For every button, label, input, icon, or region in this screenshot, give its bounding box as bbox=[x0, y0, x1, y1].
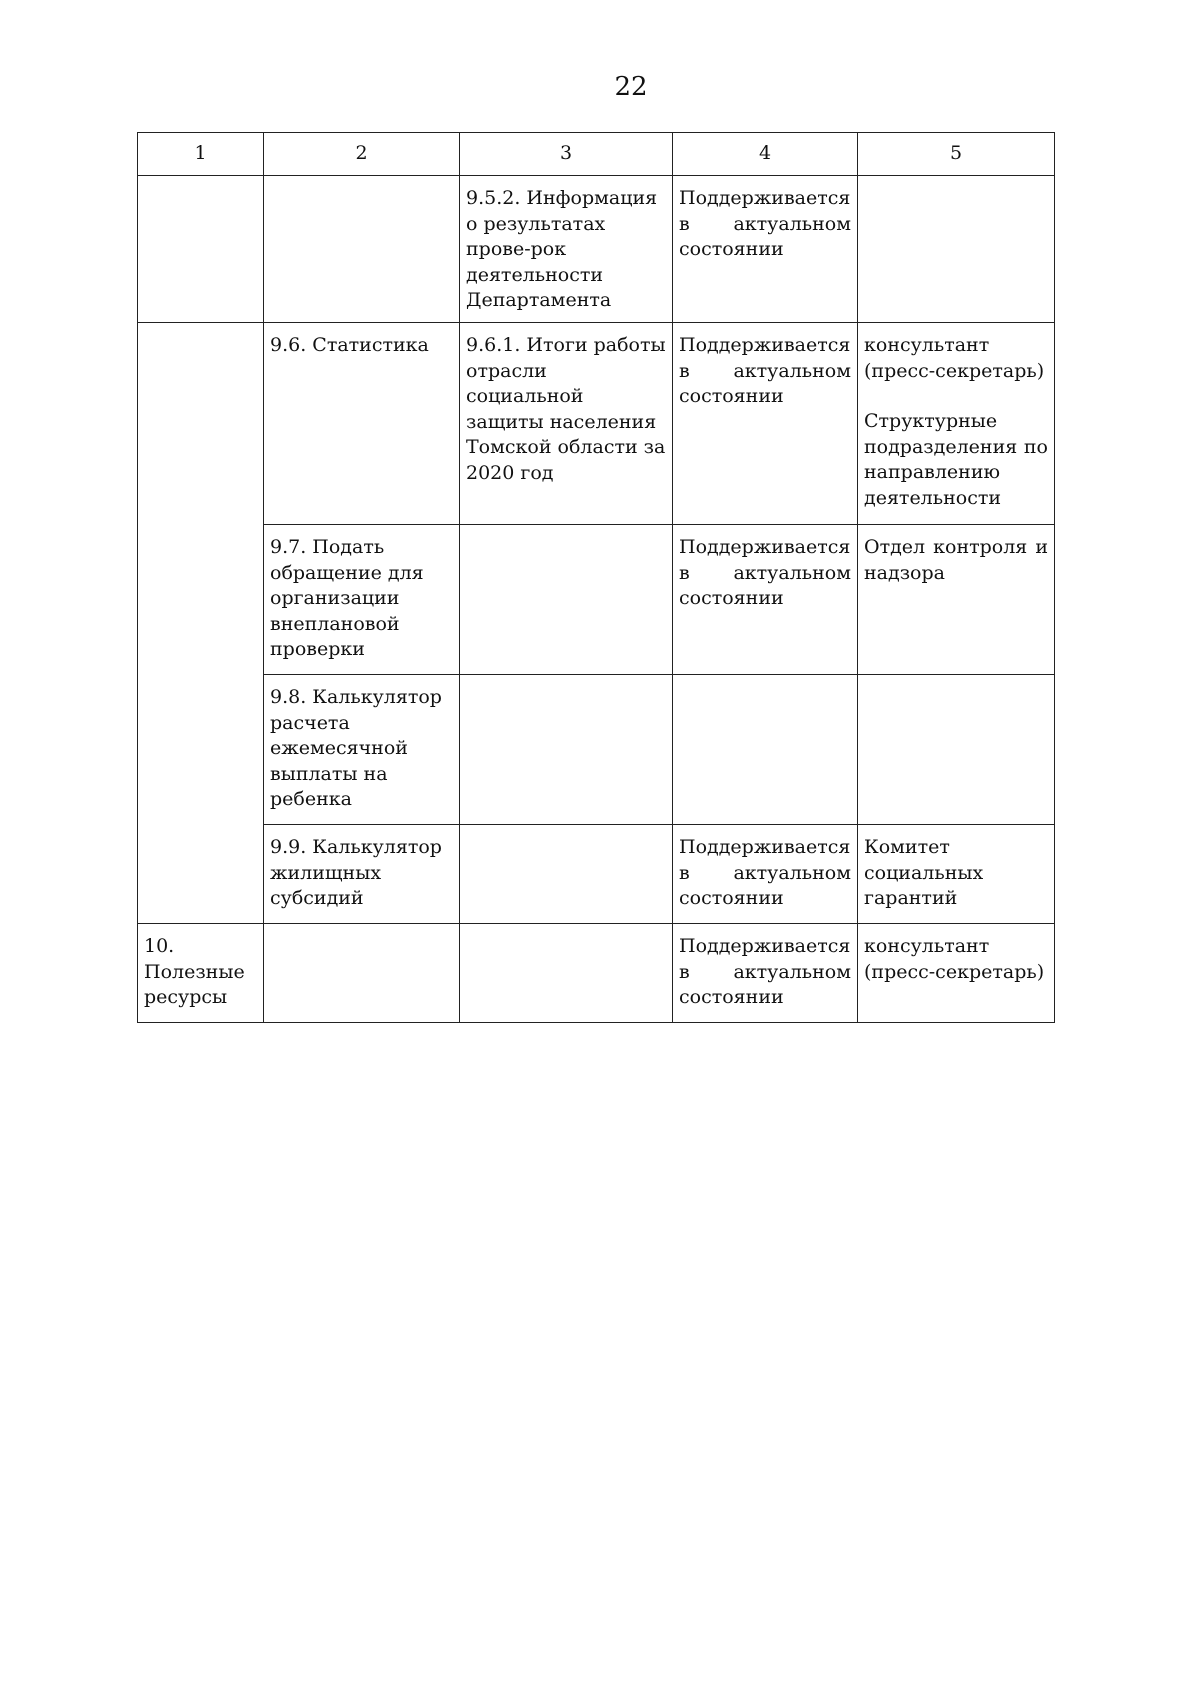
table-header-row bbox=[138, 133, 1055, 176]
paragraph-gap bbox=[864, 384, 1048, 409]
table-cell bbox=[460, 923, 673, 1022]
table-cell bbox=[138, 176, 264, 323]
table-cell: Поддерживается в актуальном состоянии bbox=[673, 824, 858, 923]
table-cell: Отдел контроля и надзора bbox=[858, 524, 1055, 674]
table-cell: 10. Полезные ресурсы bbox=[138, 923, 264, 1022]
page-number: 22 bbox=[614, 72, 648, 102]
table-cell: 9.7. Подать обращение для организации внеплановой проверки bbox=[264, 524, 460, 674]
table-cell: 9.5.2. Информация о результатах прове-рок деятельности Департамента bbox=[460, 176, 673, 323]
responsible-secondary: Структурные подразделения по направлению деятельности bbox=[864, 410, 1048, 509]
responsible-primary: консультант (пресс-секретарь) bbox=[864, 333, 1045, 382]
table-cell bbox=[264, 923, 460, 1022]
table-cell: Поддерживается в актуальном состоянии bbox=[673, 176, 858, 323]
table-cell: консультант (пресс-секретарь) bbox=[858, 923, 1055, 1022]
table-cell bbox=[858, 176, 1055, 323]
table-cell: Поддерживается в актуальном состоянии bbox=[673, 923, 858, 1022]
table-cell bbox=[673, 674, 858, 824]
table-cell: Поддерживается в актуальном состоянии bbox=[673, 322, 858, 524]
table-cell bbox=[858, 674, 1055, 824]
table-cell bbox=[460, 674, 673, 824]
table-row bbox=[138, 524, 1055, 674]
table-cell: Комитет социальных гарантий bbox=[858, 824, 1055, 923]
table-row bbox=[138, 176, 1055, 323]
table-cell bbox=[264, 176, 460, 323]
table-row bbox=[138, 824, 1055, 923]
table-cell: 9.6. Статистика bbox=[264, 322, 460, 524]
table-row bbox=[138, 322, 1055, 524]
data-table bbox=[137, 132, 1055, 1023]
table-cell bbox=[460, 524, 673, 674]
column-header-2: 2 bbox=[264, 133, 460, 176]
table-cell: 9.9. Калькулятор жилищных субсидий bbox=[264, 824, 460, 923]
column-header-1: 1 bbox=[138, 133, 264, 176]
table-cell bbox=[138, 322, 264, 923]
table-row bbox=[138, 674, 1055, 824]
table-cell: 9.6.1. Итоги работы отрасли социальной защиты населения Томской области за 2020 год bbox=[460, 322, 673, 524]
table-row bbox=[138, 923, 1055, 1022]
column-header-3: 3 bbox=[460, 133, 673, 176]
table-cell: 9.8. Калькулятор расчета ежемесячной выплаты на ребенка bbox=[264, 674, 460, 824]
table-cell bbox=[858, 322, 1055, 524]
table-cell: Поддерживается в актуальном состоянии bbox=[673, 524, 858, 674]
table-cell bbox=[460, 824, 673, 923]
column-header-4: 4 bbox=[673, 133, 858, 176]
column-header-5: 5 bbox=[858, 133, 1055, 176]
